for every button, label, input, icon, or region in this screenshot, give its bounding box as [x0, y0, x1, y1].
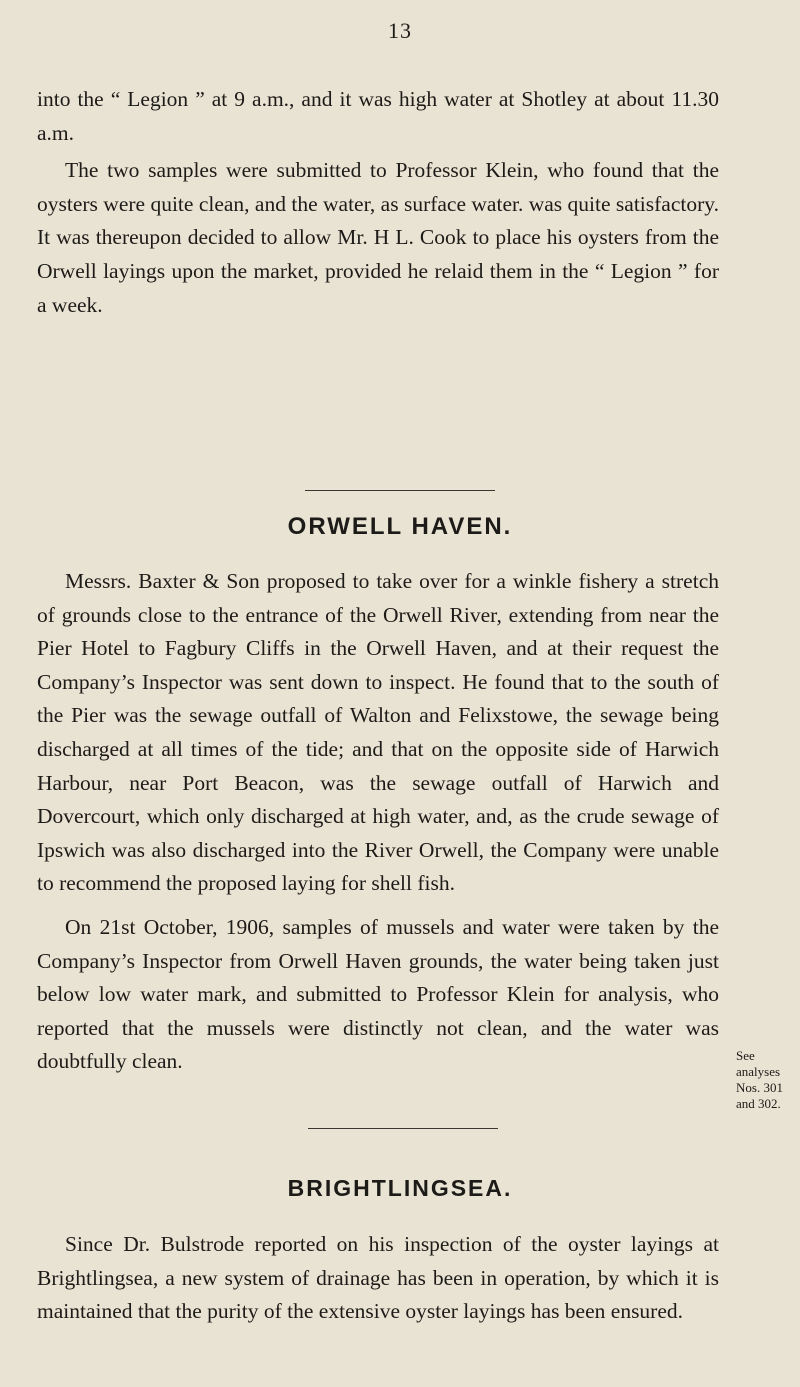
intro-section	[37, 83, 719, 322]
section-divider	[305, 490, 495, 491]
section-heading-brightlingsea: BRIGHTLINGSEA.	[287, 1175, 513, 1201]
brightlingsea-paragraph-1: Since Dr. Bulstrode reported on his inspection of the oyster layings at Brightlingsea, a new system of drainage has been in operation, by which it is maintained that the purity of the extensive oyster layings has been ensured.	[37, 1232, 719, 1324]
section-divider	[308, 1128, 498, 1129]
intro-paragraph-1: into the “ Legion ” at 9 a.m., and it was high water at Shotley at about 11.30 a.m.	[37, 87, 719, 145]
orwell-haven-paragraph-2: On 21st October, 1906, samples of mussels and water were taken by the Company’s Inspector from Orwell Haven grounds, the water being taken just below low water mark, and submitted to Professor Klein for analysis, who reported that the mussels were distinctly not clean, and the water was doubtfully clean.	[37, 914, 719, 1074]
page-number: 13	[388, 18, 412, 43]
section-heading-orwell-haven: ORWELL HAVEN.	[287, 513, 513, 540]
orwell-haven-section	[37, 565, 719, 1079]
margin-note-analyses: See analyses Nos. 301 and 302.	[736, 1048, 783, 1111]
orwell-haven-paragraph-1: Messrs. Baxter & Son proposed to take over for a winkle fishery a stretch of grounds close to the entrance of the Orwell River, extending from near the Pier Hotel to Fagbury Cliffs in the Orwell Haven, and at their request the Company’s Inspector was sent down to inspect. He found that to the south of the Pier was the sewage outfall of Walton and Felixstowe, the sewage being discharged at all times of the tide; and that on the opposite side of Harwich Harbour, near Port Beacon, was the sewage outfall of Harwich and Dovercourt, which only discharged at high water, and, as the crude sewage of Ipswich was also discharged into the River Orwell, the Company were unable to recommend the proposed laying for shell fish.	[37, 569, 719, 896]
brightlingsea-section	[37, 1228, 719, 1329]
intro-paragraph-2: The two samples were submitted to Professor Klein, who found that the oysters were quite clean, and the water, as surface water. was quite satisfactory. It was thereupon decided to allow Mr. H L. Cook to place his oysters from the Orwell layings upon the market, provided he relaid them in the “ Legion ” for a week.	[37, 158, 719, 317]
